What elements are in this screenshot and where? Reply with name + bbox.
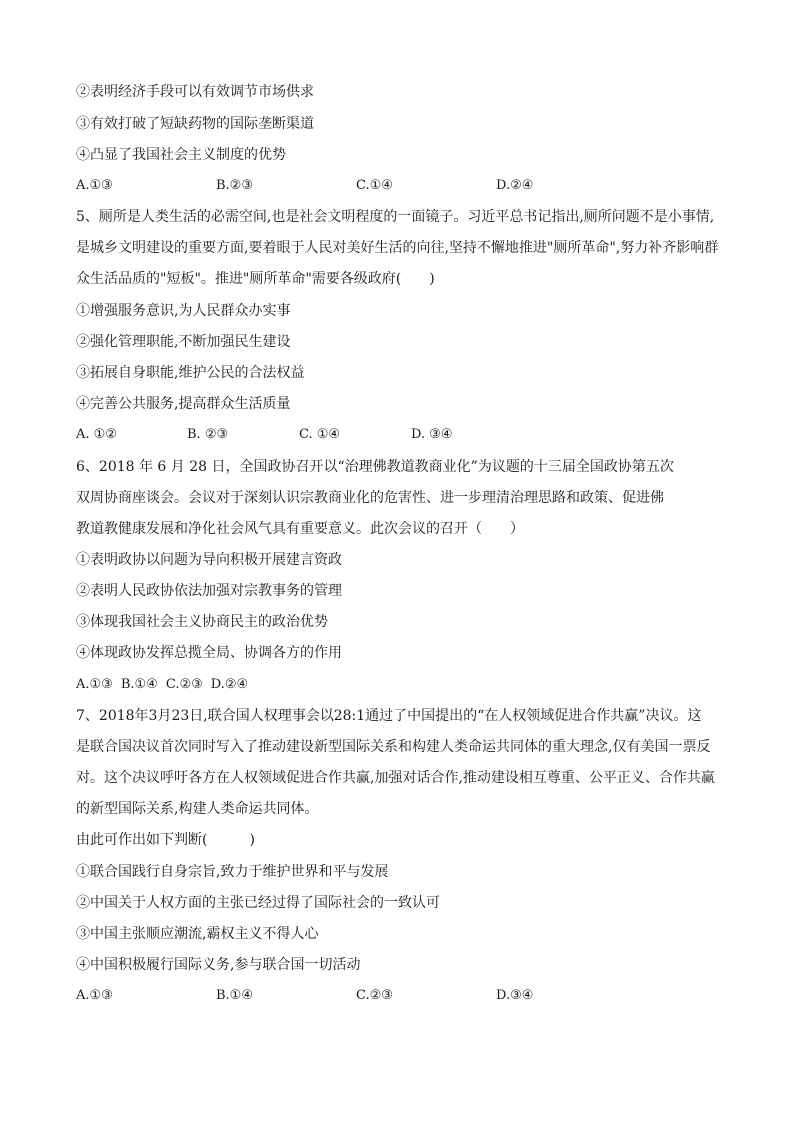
q6-stem-line-1: 6、2018 年 6 月 28 日，全国政协召开以“治理佛教道教商业化”为议题的十三届全国政协第五次 bbox=[76, 459, 674, 475]
q7-statement-1: ①联合国践行自身宗旨,致力于维护世界和平与发展 bbox=[76, 864, 389, 880]
q6-option-b[interactable]: B.①④ bbox=[120, 677, 158, 692]
q5-option-a[interactable]: A. ①② bbox=[76, 427, 117, 442]
q7-option-d[interactable]: D.③④ bbox=[496, 988, 534, 1003]
q7-stem-line-1: 7、2018年3月23日,联合国人权理事会以28:1通过了中国提出的“在人权领域促进合作共赢”决议。这 bbox=[76, 708, 702, 724]
q5-statement-1: ①增强服务意识,为人民群众办实事 bbox=[76, 303, 291, 319]
q6-statement-1: ①表明政协以问题为导向积极开展建言资政 bbox=[76, 552, 342, 568]
q6-statement-2: ②表明人民政协依法加强对宗教事务的管理 bbox=[76, 583, 342, 599]
q5-statement-4: ④完善公共服务,提高群众生活质量 bbox=[76, 396, 291, 412]
q4-statement-2: ②表明经济手段可以有效调节市场供求 bbox=[76, 84, 314, 100]
q5-statement-2: ②强化管理职能,不断加强民生建设 bbox=[76, 334, 291, 350]
q4-option-b[interactable]: B.②③ bbox=[216, 178, 253, 193]
q6-stem-line-2: 双周协商座谈会。会议对于深刻认识宗教商业化的危害性、进一步理清治理思路和政策、促进佛 bbox=[76, 490, 664, 506]
q6-statement-3: ③体现我国社会主义协商民主的政治优势 bbox=[76, 614, 328, 630]
q6-option-d[interactable]: D.②④ bbox=[210, 677, 249, 692]
q7-statement-4: ④中国积极履行国际义务,参与联合国一切活动 bbox=[76, 957, 361, 973]
q7-statement-2: ②中国关于人权方面的主张已经过得了国际社会的一致认可 bbox=[76, 895, 440, 911]
q6-options bbox=[76, 675, 256, 695]
q5-stem-line-1: 5、厕所是人类生活的必需空间,也是社会文明程度的一面镜子。习近平总书记指出,厕所问题不是小事情, bbox=[76, 209, 715, 225]
q7-stem-line-4: 的新型国际关系,构建人类命运共同体。 bbox=[76, 801, 319, 817]
q6-option-c[interactable]: C.②③ bbox=[165, 677, 203, 692]
q5-option-b[interactable]: B. ②③ bbox=[187, 427, 229, 442]
q6-option-a[interactable]: A.①③ bbox=[76, 677, 113, 692]
q6-statement-4: ④体现政协发挥总揽全局、协调各方的作用 bbox=[76, 645, 342, 661]
q7-option-b[interactable]: B.①④ bbox=[216, 988, 253, 1003]
q4-option-d[interactable]: D.②④ bbox=[496, 178, 534, 193]
q7-stem-line-2: 是联合国决议首次同时写入了推动建设新型国际关系和构建人类命运共同体的重大理念,仅有美国一票反 bbox=[76, 739, 711, 755]
q6-stem-line-3: 教道教健康发展和净化社会风气具有重要意义。此次会议的召开（ ） bbox=[76, 521, 524, 537]
q4-option-c[interactable]: C.①④ bbox=[356, 178, 393, 193]
q4-statement-4: ④凸显了我国社会主义制度的优势 bbox=[76, 147, 286, 163]
q5-statement-3: ③拓展自身职能,维护公民的合法权益 bbox=[76, 365, 305, 381]
q4-statement-3: ③有效打破了短缺药物的国际垄断渠道 bbox=[76, 116, 314, 132]
q7-option-a[interactable]: A.①③ bbox=[76, 988, 113, 1003]
q5-stem-line-2: 是城乡文明建设的重要方面,要着眼于人民对美好生活的向往,坚持不懈地推进"厕所革命",努力补齐影响群 bbox=[76, 240, 719, 256]
q4-option-a[interactable]: A.①③ bbox=[76, 178, 113, 193]
q7-stem-line-3: 对。这个决议呼吁各方在人权领域促进合作共赢,加强对话合作,推动建设相互尊重、公平正义、合作共赢 bbox=[76, 770, 715, 786]
q5-option-c[interactable]: C. ①④ bbox=[299, 427, 341, 442]
q7-stem-line-5: 由此可作出如下判断( ) bbox=[76, 832, 255, 848]
q7-statement-3: ③中国主张顺应潮流,霸权主义不得人心 bbox=[76, 926, 319, 942]
q5-option-d[interactable]: D. ③④ bbox=[411, 427, 453, 442]
q5-stem-line-3: 众生活品质的"短板"。推进"厕所革命"需要各级政府( ) bbox=[76, 271, 435, 287]
q7-option-c[interactable]: C.②③ bbox=[356, 988, 393, 1003]
